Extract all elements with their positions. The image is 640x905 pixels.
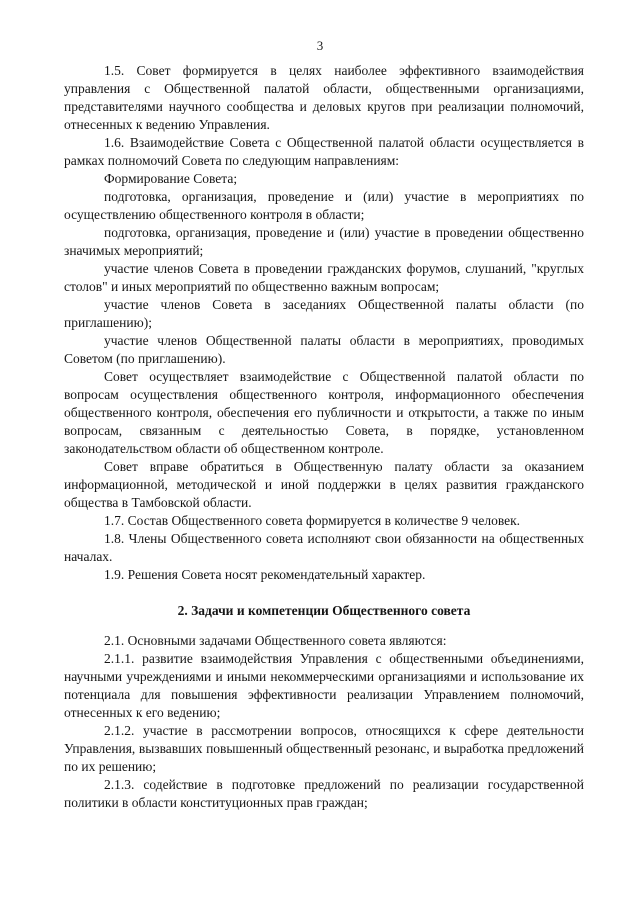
paragraph-1-6: 1.6. Взаимодействие Совета с Общественной палатой области осуществляется в рамках полномочий Совета по следующим направлениям: <box>64 135 584 168</box>
paragraph-1-9: 1.9. Решения Совета носят рекомендательный характер. <box>104 567 426 582</box>
paragraph-formation: Формирование Совета; <box>104 171 238 186</box>
paragraph-1-5: 1.5. Совет формируется в целях наиболее эффективного взаимодействия управления с Общественной палатой области, общественными организациями, представителями научного сообщества и деловых кругов при реализации полномочий, отнесенных к ведению Управления. <box>64 63 584 132</box>
paragraph-2-1-3: 2.1.3. содействие в подготовке предложений по реализации государственной политики в области конституционных прав граждан; <box>64 777 584 810</box>
paragraph-public-control: подготовка, организация, проведение и (или) участие в мероприятиях по осуществлению общественного контроля в области; <box>64 189 584 222</box>
paragraph-interaction: Совет осуществляет взаимодействие с Общественной палатой области по вопросам осуществления общественного контроля, информационного обеспечения общественного контроля, обеспечения его публичности и открытости, а также по иным вопросам, связанным с деятельностью Совета, в порядке, установленном законодательством области об общественном контроле. <box>64 369 584 456</box>
paragraph-events: подготовка, организация, проведение и (или) участие в проведении общественно значимых мероприятий; <box>64 225 584 258</box>
paragraph-chamber-members: участие членов Общественной палаты области в мероприятиях, проводимых Советом (по приглашению). <box>64 333 584 366</box>
paragraph-1-7: 1.7. Состав Общественного совета формируется в количестве 9 человек. <box>104 513 521 528</box>
paragraph-2-1: 2.1. Основными задачами Общественного совета являются: <box>104 633 447 648</box>
document-body <box>64 62 584 812</box>
paragraph-chamber-sessions: участие членов Совета в заседаниях Общественной палаты области (по приглашению); <box>64 297 584 330</box>
paragraph-2-1-1: 2.1.1. развитие взаимодействия Управления с общественными объединениями, научными учреждениями и иными некоммерческими организациями и использование их потенциала для повышения эффективности реализации Управлением полномочий, отнесенных к его ведению; <box>64 651 584 720</box>
paragraph-1-8: 1.8. Члены Общественного совета исполняют свои обязанности на общественных началах. <box>64 531 584 564</box>
paragraph-2-1-2: 2.1.2. участие в рассмотрении вопросов, относящихся к сфере деятельности Управления, вызвавших повышенный общественный резонанс, и выработка предложений по их решению; <box>64 723 584 774</box>
paragraph-support: Совет вправе обратиться в Общественную палату области за оказанием информационной, методической и иной поддержки в целях развития гражданского общества в Тамбовской области. <box>64 459 584 510</box>
page-number: 3 <box>316 38 324 53</box>
section-heading: 2. Задачи и компетенции Общественного совета <box>177 603 471 618</box>
paragraph-forums: участие членов Совета в проведении гражданских форумов, слушаний, "круглых столов" и иных мероприятий по общественно важным вопросам; <box>64 261 584 294</box>
